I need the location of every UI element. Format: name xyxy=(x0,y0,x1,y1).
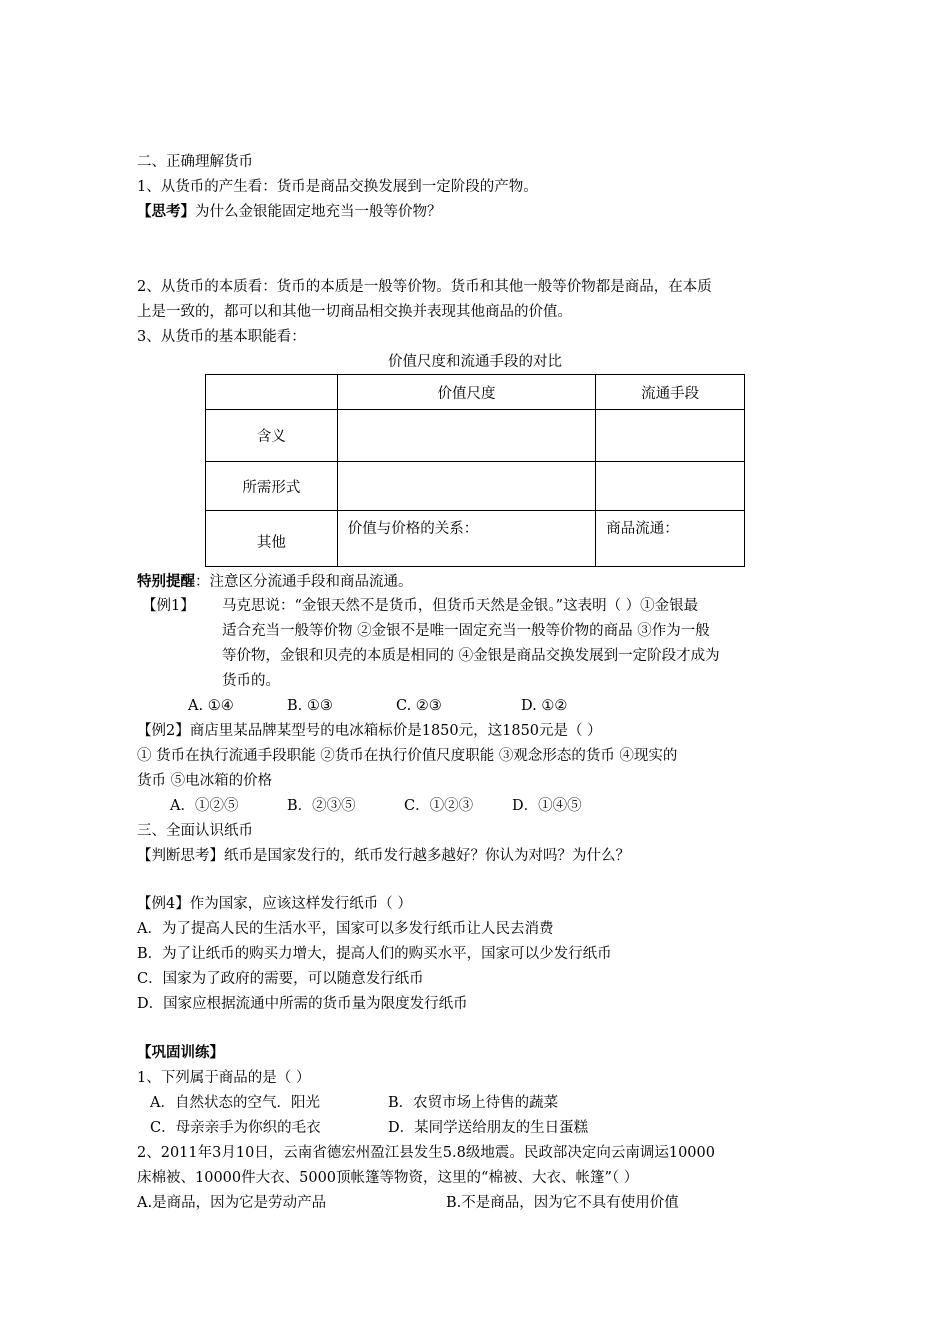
table-header-cell xyxy=(206,375,338,410)
table-header-row xyxy=(206,375,745,410)
practice-q2-option-b: B.不是商品，因为它不具有使用价值 xyxy=(446,1195,679,1211)
reminder-label: 特别提醒 xyxy=(137,573,195,590)
section2-point1: 1、从货币的产生看：货币是商品交换发展到一定阶段的产物。 xyxy=(137,179,538,195)
table-row xyxy=(206,410,745,462)
think-label: 【思考】 xyxy=(137,203,195,220)
section2-point2-line2: 上是一致的，都可以和其他一切商品相交换并表现其他商品的价值。 xyxy=(137,304,572,320)
practice-q2-option-a: A.是商品，因为它是劳动产品 xyxy=(137,1195,327,1211)
example4-option-a: A．为了提高人民的生活水平，国家可以多发行纸币让人民去消费 xyxy=(137,921,554,937)
practice-title: 【巩固训练】 xyxy=(137,1044,224,1061)
row-label: 所需形式 xyxy=(206,462,338,511)
comparison-table xyxy=(205,374,745,567)
practice-q1-option-d: D．某同学送给朋友的生日蛋糕 xyxy=(388,1120,589,1136)
row-label: 含义 xyxy=(206,410,338,462)
example2-line: ① 货币在执行流通手段职能 ②货币在执行价值尺度职能 ③观念形态的货币 ④现实的 xyxy=(137,748,678,764)
example2-option-c: C．①②③ xyxy=(404,798,474,814)
practice-q1-option-c: C．母亲亲手为你织的毛衣 xyxy=(150,1120,321,1136)
think-text: 为什么金银能固定地充当一般等价物？ xyxy=(195,204,442,220)
example1-label: 【例1】 xyxy=(142,598,195,614)
table-caption: 价值尺度和流通手段的对比 xyxy=(388,354,562,370)
example4-option-c: C．国家为了政府的需要，可以随意发行纸币 xyxy=(137,971,424,987)
example4-stem: 【例4】作为国家，应该这样发行纸币（ ） xyxy=(137,896,412,912)
section2-title: 二、正确理解货币 xyxy=(137,154,253,170)
example1-line: 马克思说：“金银天然不是货币，但货币天然是金银。”这表明（ ）①金银最 xyxy=(222,598,699,614)
example2-option-d: D．①④⑤ xyxy=(512,798,582,814)
table-header-cell: 流通手段 xyxy=(596,375,745,410)
table-cell xyxy=(337,462,596,511)
example1-option-c: C. ②③ xyxy=(396,698,442,714)
practice-q2-stem: 2、2011年3月10日，云南省德宏州盈江县发生5.8级地震。民政部决定向云南调运10000 xyxy=(137,1145,715,1161)
example1-option-d: D. ①② xyxy=(521,698,568,714)
special-reminder xyxy=(137,572,413,592)
table-header-cell: 价值尺度 xyxy=(337,375,596,410)
practice-q1-stem: 1、下列属于商品的是（ ） xyxy=(137,1070,311,1086)
table-cell xyxy=(596,462,745,511)
judge-question: 【判断思考】纸币是国家发行的，纸币发行越多越好？你认为对吗？为什么？ xyxy=(137,848,630,864)
example4-option-d: D．国家应根据流通中所需的货币量为限度发行纸币 xyxy=(137,996,468,1012)
row-label: 其他 xyxy=(206,511,338,567)
example2-option-a: A．①②⑤ xyxy=(170,798,239,814)
section3-title: 三、全面认识纸币 xyxy=(137,823,253,839)
table-row xyxy=(206,462,745,511)
table-cell xyxy=(337,410,596,462)
example1-option-a: A. ①④ xyxy=(188,698,234,714)
example2-stem: 【例2】商店里某品牌某型号的电冰箱标价是1850元，这1850元是（ ） xyxy=(137,723,602,739)
example1-line: 货币的。 xyxy=(222,673,280,689)
think-question xyxy=(137,202,442,222)
reminder-text: ：注意区分流通手段和商品流通。 xyxy=(195,574,413,590)
example1-option-b: B. ①③ xyxy=(287,698,333,714)
practice-q2-line: 床棉被、10000件大衣、5000顶帐篷等物资，这里的“棉被、大衣、帐篷”（ ） xyxy=(137,1170,639,1186)
example1-line: 等价物，金银和贝壳的本质是相同的 ④金银是商品交换发展到一定阶段才成为 xyxy=(222,648,720,664)
practice-q1-option-b: B．农贸市场上待售的蔬菜 xyxy=(388,1095,559,1111)
example2-option-b: B．②③⑤ xyxy=(287,798,356,814)
section2-point3: 3、从货币的基本职能看： xyxy=(137,329,306,345)
table-cell: 商品流通： xyxy=(596,511,745,567)
example2-line: 货币 ⑤电冰箱的价格 xyxy=(137,773,273,789)
table-cell: 价值与价格的关系： xyxy=(337,511,596,567)
table-row xyxy=(206,511,745,567)
practice-q1-option-a: A．自然状态的空气．阳光 xyxy=(150,1095,320,1111)
table-cell xyxy=(596,410,745,462)
example4-option-b: B．为了让纸币的购买力增大，提高人们的购买水平，国家可以少发行纸币 xyxy=(137,946,612,962)
example1-line: 适合充当一般等价物 ②金银不是唯一固定充当一般等价物的商品 ③作为一般 xyxy=(222,623,710,639)
section2-point2-line1: 2、从货币的本质看：货币的本质是一般等价物。货币和其他一般等价物都是商品，在本质 xyxy=(137,279,712,295)
